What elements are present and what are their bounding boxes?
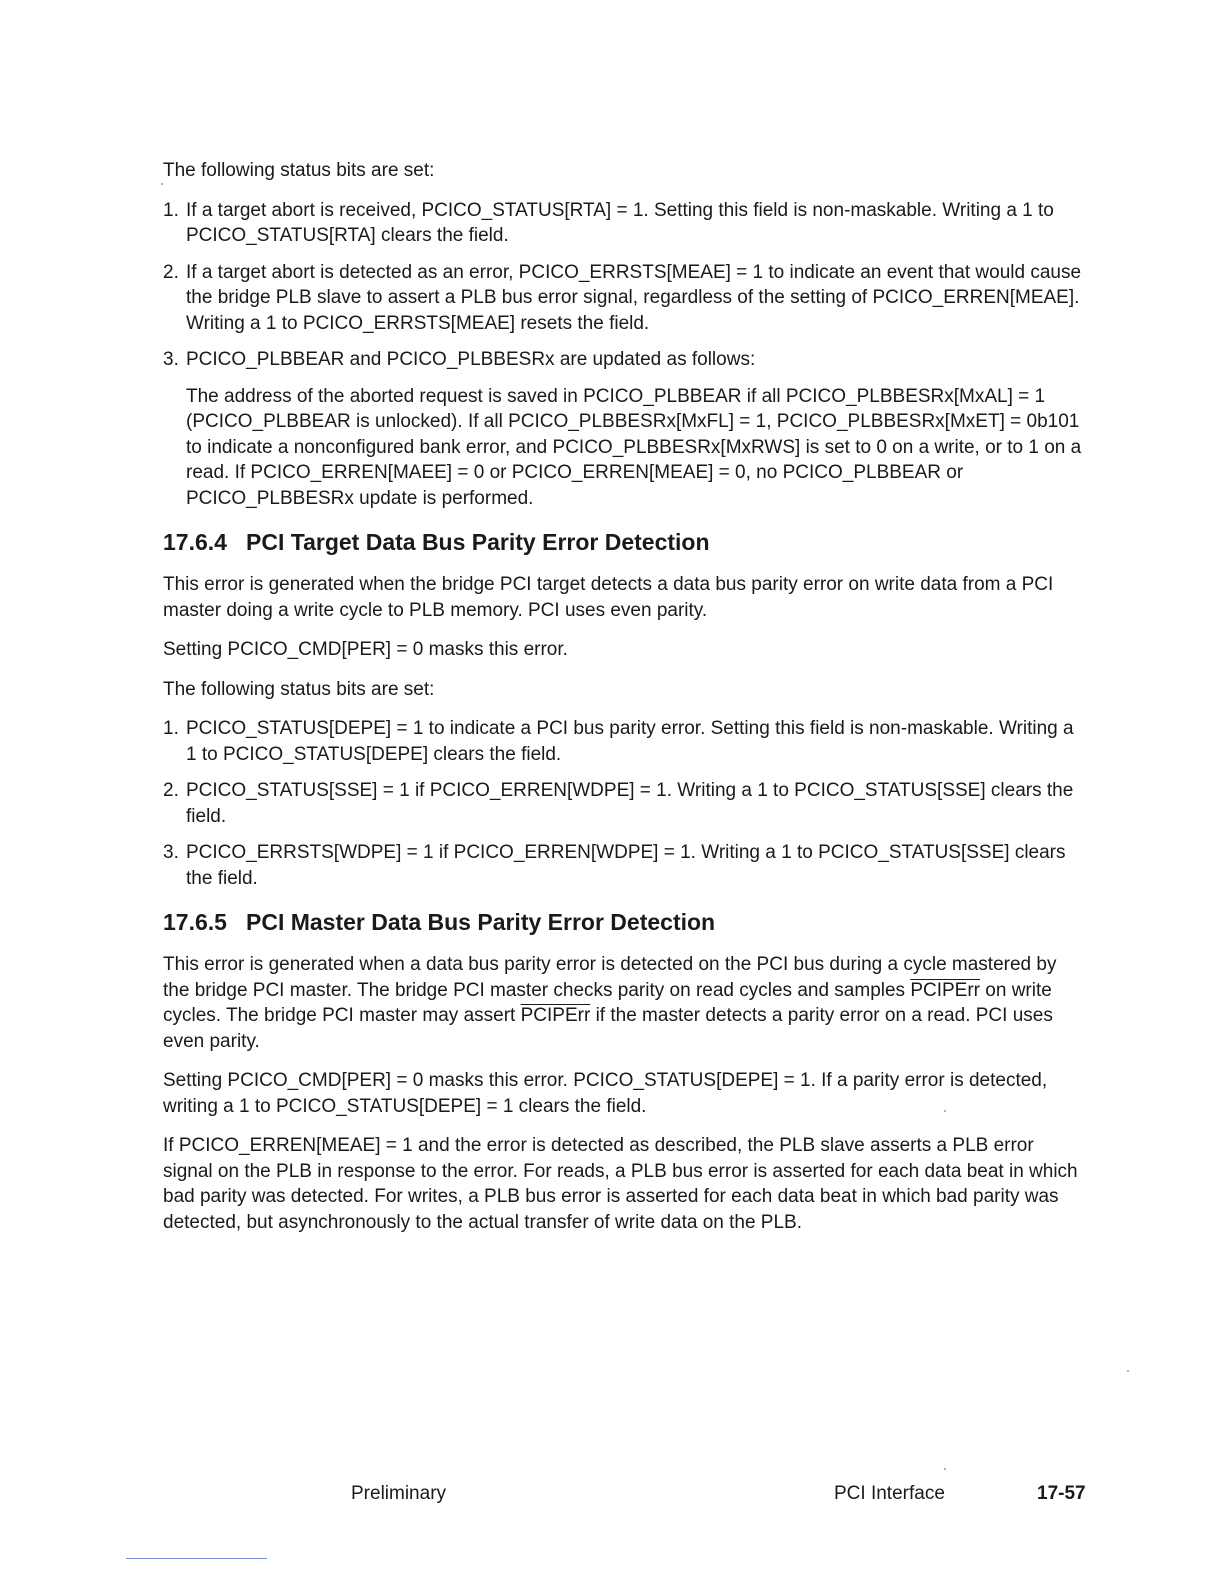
status-list-1 <box>163 198 1088 512</box>
list-item-text: If a target abort is detected as an error, PCICO_ERRSTS[MEAE] = 1 to indicate an event that would cause the bridge PLB slave to assert a PLB bus error signal, regardless of the setting of PCICO_ERREN[MEAE]. Writing a 1 to PCICO_ERRSTS[MEAE] resets the field. <box>186 261 1082 334</box>
list-item-text: PCICO_ERRSTS[WDPE] = 1 if PCICO_ERREN[WDPE] = 1. Writing a 1 to PCICO_STATUS[SSE] clears the field. <box>186 842 1066 889</box>
footer-chapter: PCI Interface <box>834 1483 945 1504</box>
page-content <box>163 158 1088 1249</box>
list-number: 3. <box>163 349 179 370</box>
paragraph: This error is generated when the bridge PCI target detects a data bus parity error on write data from a PCI master doing a write cycle to PLB memory. PCI uses even parity. <box>163 574 1054 621</box>
list-item <box>163 198 1088 249</box>
scan-speck <box>1127 1370 1129 1372</box>
list-item-text: PCICO_STATUS[DEPE] = 1 to indicate a PCI bus parity error. Setting this field is non-maskable. Writing a 1 to PCICO_STATUS[DEPE] clears the field. <box>186 718 1074 765</box>
page-number: 17-57 <box>1037 1483 1086 1504</box>
section-heading-17-6-5 <box>163 907 1088 937</box>
signal-name: PCIPErr <box>520 1005 591 1026</box>
status-list-2 <box>163 716 1088 891</box>
text-run: on write cycles. The bridge PCI master may assert <box>163 979 1052 1026</box>
list-item <box>163 840 1088 891</box>
scan-speck <box>944 1468 946 1470</box>
section-title: PCI Master Data Bus Parity Error Detection <box>246 909 716 935</box>
paragraph: Setting PCICO_CMD[PER] = 0 masks this error. PCICO_STATUS[DEPE] = 1. If a parity error is detected, writing a 1 to PCICO_STATUS[DEPE] = 1 clears the field. <box>163 1070 1048 1117</box>
section-number: 17.6.5 <box>163 909 227 935</box>
list-item <box>163 347 1088 511</box>
paragraph <box>163 952 1088 1054</box>
list-item-text: PCICO_STATUS[SSE] = 1 if PCICO_ERREN[WDPE] = 1. Writing a 1 to PCICO_STATUS[SSE] clears the field. <box>186 780 1074 827</box>
section-title: PCI Target Data Bus Parity Error Detection <box>246 529 710 555</box>
list-item-text: PCICO_PLBBEAR and PCICO_PLBBESRx are updated as follows: <box>186 349 756 370</box>
list-item-subparagraph: The address of the aborted request is saved in PCICO_PLBBEAR if all PCICO_PLBBESRx[MxAL] = 1 (PCICO_PLBBEAR is unlocked). If all PCICO_PLBBESRx[MxFL] = 1, PCICO_PLBBESRx[MxET] = 0b101 to indicate a nonconfigured bank error, and PCICO_PLBBESRx[MxRWS] is set to 0 on a write, or to 1 on a read. If PCICO_ERREN[MAEE] = 0 or PCICO_ERREN[MEAE] = 0, no PCICO_PLBBEAR or PCICO_PLBBESRx update is performed. <box>186 385 1082 509</box>
section-number: 17.6.4 <box>163 529 227 555</box>
list-item <box>163 778 1088 829</box>
text-run: if the master detects a parity error on a read. PCI uses even parity. <box>163 1005 1053 1052</box>
paragraph: Setting PCICO_CMD[PER] = 0 masks this error. <box>163 639 568 660</box>
list-item <box>163 716 1088 767</box>
footer-status: Preliminary <box>351 1483 447 1504</box>
list-item-text: If a target abort is received, PCICO_STATUS[RTA] = 1. Setting this field is non-maskable. Writing a 1 to PCICO_STATUS[RTA] clears the field. <box>186 199 1054 246</box>
list-number: 1. <box>163 718 179 739</box>
list-item <box>163 260 1088 337</box>
scan-speck <box>944 1110 946 1112</box>
list-number: 2. <box>163 261 179 283</box>
paragraph: If PCICO_ERREN[MEAE] = 1 and the error is detected as described, the PLB slave asserts a PLB error signal on the PLB in response to the error. For reads, a PLB bus error is asserted for each data beat in which bad parity was detected. For writes, a PLB bus error is asserted for each data beat in which bad parity was detected, but asynchronously to the actual transfer of write data on the PLB. <box>163 1135 1078 1233</box>
signal-name: PCIPErr <box>910 979 981 1001</box>
scan-speck <box>161 183 163 185</box>
list-number: 3. <box>163 842 179 863</box>
paragraph: The following status bits are set: <box>163 678 435 700</box>
section-heading-17-6-4 <box>163 527 1088 557</box>
text-run: This error is generated when a data bus parity error is detected on the PCI bus during a cycle mastered by the bridge PCI master. The bridge PCI master checks parity on read cycles and samples <box>163 954 1057 1001</box>
scan-artifact-line <box>126 1558 267 1559</box>
intro-status-text: The following status bits are set: <box>163 160 435 181</box>
list-number: 2. <box>163 780 179 801</box>
list-number: 1. <box>163 199 179 221</box>
